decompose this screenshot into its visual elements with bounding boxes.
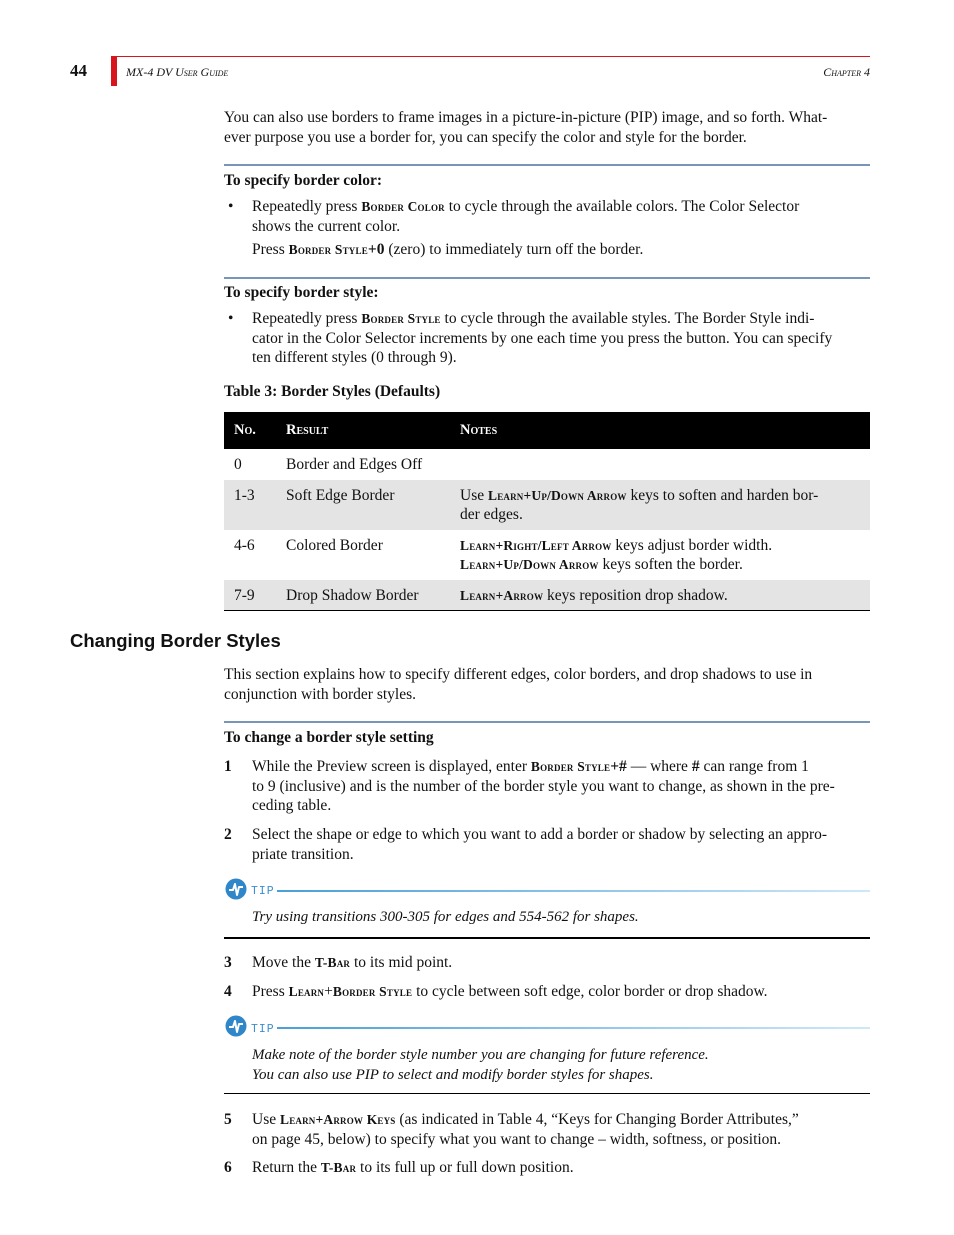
step-number: 1 [224,758,232,775]
tip-text: Try using transitions 300-305 for edges and 554-562 for shapes. [252,909,639,925]
step-text: Press Learn+Border Style to cycle between soft edge, color border or drop shadow. [252,983,768,1000]
column-header-no: No. [224,412,276,449]
page-number: 44 [70,61,87,80]
step-text: Return the T-Bar to its full up or full down position. [252,1159,574,1176]
border-off-instruction: Press Border Style+0 (zero) to immediately turn off the border. [252,241,644,258]
procedure-rule [224,277,870,279]
step-number: 4 [224,983,232,1000]
table-row: 0 Border and Edges Off [234,456,423,473]
key-border-style: Border Style [288,242,368,257]
key-border-color: Border Color [361,199,445,214]
tip-end-rule [224,937,870,939]
table-row: 1-3 Soft Edge Border Use Learn+Up/Down Arrow keys to soften and harden bor- der edges. [224,480,870,530]
tip-text: Make note of the border style number you are changing for future reference. You can also use PIP to select and modify border styles for shapes. [252,1047,709,1083]
intro-line: ever purpose you use a border for, you can specify the color and style for the border. [224,128,747,146]
border-color-instruction: Repeatedly press Border Color to cycle through the available colors. The Color Selector shows the current color. [252,198,800,235]
table-caption: Table 3: Border Styles (Defaults) [224,383,441,400]
table-header-row [224,412,870,449]
tip-rule [277,1027,870,1029]
procedure-title: To specify border style: [224,284,379,301]
guide-title: MX-4 DV User Guide [126,65,229,79]
header-accent-bar [111,56,117,86]
border-style-instruction: Repeatedly press Border Style to cycle through the available styles. The Border Style indi- cator in the Color Selector increments by one each time you press the button. You can specify ten different styles (0 through 9). [252,310,833,366]
border-styles-table [224,412,870,611]
procedure-rule [224,164,870,166]
table-row: 7-9 Drop Shadow Border Learn+Arrow keys reposition drop shadow. [224,580,870,611]
tip-icon [225,878,247,900]
procedure-title: To change a border style setting [224,729,434,746]
tip-label: TIP [251,1023,275,1036]
chapter-label: Chapter 4 [823,65,870,79]
step-number: 2 [224,826,232,843]
tip-rule [277,890,870,892]
step-text: Select the shape or edge to which you want to add a border or shadow by selecting an appro- priate transition. [252,826,828,863]
section-intro: This section explains how to specify different edges, color borders, and drop shadows to use in conjunction with border styles. [224,666,813,703]
intro-line: You can also use borders to frame images in a picture-in-picture (PIP) image, and so forth. What- [224,109,828,126]
table-row: 4-6 Colored Border Learn+Right/Left Arrow keys adjust border width. Learn+Up/Down Arrow keys soften the border. [234,536,773,573]
key-border-style: Border Style [361,311,441,326]
section-heading: Changing Border Styles [70,630,281,651]
procedure-rule [224,721,870,723]
tip-icon [225,1015,247,1037]
bullet: • [228,198,234,215]
step-number: 3 [224,954,232,971]
step-number: 5 [224,1111,232,1128]
intro-paragraph [224,108,870,147]
step-text: Use Learn+Arrow Keys (as indicated in Table 4, “Keys for Changing Border Attributes,” on page 45, below) to specify what you want to change – width, softness, or position. [252,1111,799,1148]
step-text: While the Preview screen is displayed, enter Border Style+# — where # can range from 1 to 9 (inclusive) and is the number of the border style you want to change, as shown in the pre- ceding table. [252,758,835,814]
column-header-notes: Notes [450,412,870,449]
bullet: • [228,310,234,327]
column-header-result: Result [276,412,450,449]
step-number: 6 [224,1159,232,1176]
header-rule [117,56,870,57]
step-text: Move the T-Bar to its mid point. [252,954,453,971]
tip-end-rule [224,1093,870,1094]
tip-label: TIP [251,885,275,898]
procedure-title: To specify border color: [224,172,382,189]
